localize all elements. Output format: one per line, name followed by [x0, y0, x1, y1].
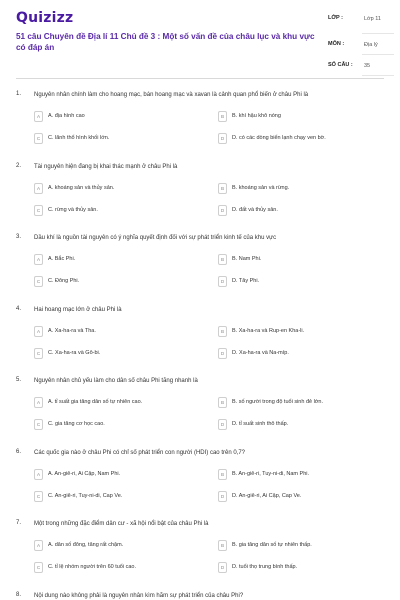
option-letter-badge: B [218, 326, 227, 337]
question-text: Các quốc gia nào ở châu Phi có chỉ số phát triển con người (HDI) cao trên 0,7? [34, 449, 245, 456]
option-letter-badge: B [218, 111, 227, 122]
option-letter-badge: B [218, 397, 227, 408]
answer-option-d[interactable] [218, 348, 378, 359]
option-letter-badge: A [34, 397, 43, 408]
option-text: A. địa hình cao [48, 113, 85, 119]
option-text: D. tuổi thọ trung bình thấp. [232, 564, 298, 570]
option-text: D. Tây Phi. [232, 278, 260, 284]
option-letter-badge: B [218, 254, 227, 265]
question-number: 1. [16, 91, 22, 97]
question-text: Nội dung nào không phải là nguyên nhân kìm hãm sự phát triển của châu Phi? [34, 592, 244, 599]
option-letter-badge: A [34, 111, 43, 122]
question-text: Một trong những đặc điểm dân cư - xã hội nổi bật của châu Phi là [34, 521, 209, 527]
question-text: Hai hoang mạc lớn ở châu Phi là [34, 306, 122, 313]
worksheet-meta [328, 8, 394, 76]
option-text: D. An-giê-ri, Ai Cập, Cap Ve. [232, 492, 302, 499]
answer-option-a[interactable] [34, 254, 194, 265]
option-text: C. An-giê-ri, Tuy-ni-di, Cap Ve. [48, 492, 123, 499]
worksheet-title: 51 câu Chuyên đề Địa lí 11 Chủ đề 3 : Một số vấn đề của châu lục và khu vực có đáp án [16, 32, 315, 52]
question-number: 7. [16, 520, 22, 526]
option-text: D. có các dòng biển lạnh chạy ven bờ. [232, 135, 326, 141]
option-text: B. An-giê-ri, Tuy-ni-di, Nam Phi. [232, 470, 310, 477]
meta-class-label: LỚP : [328, 15, 343, 21]
option-text: D. Xa-ha-ra và Na-míp. [232, 349, 289, 356]
answer-option-b[interactable] [218, 183, 378, 194]
option-letter-badge: C [34, 133, 43, 144]
option-text: D. đất và thủy sản. [232, 206, 278, 213]
option-text: B. khí hậu khô nóng [232, 113, 281, 119]
meta-count-value: 35 [364, 63, 371, 69]
answer-option-d[interactable] [218, 562, 378, 573]
option-text: A. dân số đông, tăng rất chậm. [48, 542, 124, 548]
meta-count [328, 55, 394, 76]
option-text: A. An-giê-ri, Ai Cập, Nam Phi. [48, 470, 121, 477]
quizizz-logo: Quizizz [16, 10, 74, 26]
answer-option-a[interactable] [34, 469, 194, 480]
option-text: C. Xa-ha-ra và Gô-bi. [48, 349, 101, 356]
option-text: A. khoáng sản và thủy sản. [48, 184, 115, 191]
answer-option-b[interactable] [218, 254, 378, 265]
answer-option-c[interactable] [34, 562, 194, 573]
option-text: B. gia tăng dân số tự nhiên thấp. [232, 542, 312, 548]
option-letter-badge: A [34, 326, 43, 337]
answer-option-c[interactable] [34, 276, 194, 287]
meta-subject [328, 34, 394, 55]
answer-option-c[interactable] [34, 133, 194, 144]
answer-option-a[interactable] [34, 326, 194, 337]
option-letter-badge: C [34, 419, 43, 430]
option-text: B. khoáng sản và rừng. [232, 184, 290, 191]
answer-option-d[interactable] [218, 491, 378, 502]
question-number: 2. [16, 162, 22, 169]
meta-subject-label: MÔN : [328, 41, 345, 47]
option-letter-badge: B [218, 540, 227, 551]
question-text: Nguyên nhân chính làm cho hoang mạc, bán hoang mạc và xavan là cảnh quan phổ biến ở châu Phi là [34, 92, 309, 98]
question-number: 3. [16, 234, 22, 240]
option-letter-badge: D [218, 562, 227, 573]
meta-class-value: Lớp 11 [364, 16, 381, 22]
option-letter-badge: A [34, 254, 43, 265]
answer-option-b[interactable] [218, 326, 378, 337]
option-letter-badge: B [218, 183, 227, 194]
option-text: A. Xa-ha-ra và Tha. [48, 327, 96, 334]
question-text: Dầu khí là nguồn tài nguyên có ý nghĩa quyết định đối với sự phát triển kinh tế của khu vực [34, 235, 277, 241]
option-text: C. lãnh thổ hình khối lớn. [48, 135, 110, 141]
answer-option-c[interactable] [34, 419, 194, 430]
answer-option-d[interactable] [218, 133, 378, 144]
option-text: C. tỉ lệ nhóm người trên 60 tuổi cao. [48, 564, 136, 570]
question-number: 5. [16, 377, 22, 383]
option-letter-badge: D [218, 419, 227, 430]
option-text: C. Đông Phi. [48, 278, 80, 284]
answer-option-c[interactable] [34, 205, 194, 216]
answer-option-a[interactable] [34, 397, 194, 408]
option-letter-badge: C [34, 348, 43, 359]
option-letter-badge: C [34, 205, 43, 216]
option-letter-badge: C [34, 562, 43, 573]
option-text: B. Nam Phi. [232, 256, 262, 262]
option-letter-badge: D [218, 276, 227, 287]
option-letter-badge: C [34, 276, 43, 287]
answer-option-c[interactable] [34, 491, 194, 502]
option-letter-badge: A [34, 469, 43, 480]
option-text: A. Bắc Phi. [48, 256, 76, 262]
option-letter-badge: A [34, 540, 43, 551]
option-letter-badge: D [218, 205, 227, 216]
option-letter-badge: C [34, 491, 43, 502]
answer-option-a[interactable] [34, 183, 194, 194]
header-divider [16, 78, 384, 79]
answer-option-b[interactable] [218, 111, 378, 122]
answer-option-d[interactable] [218, 276, 378, 287]
option-text: B. Xa-ha-ra và Rup-en Kha-li. [232, 327, 305, 334]
question-text: Tài nguyên hiện đang bị khai thác mạnh ở châu Phi là [34, 163, 178, 170]
option-letter-badge: D [218, 133, 227, 144]
question-number: 4. [16, 305, 22, 312]
answer-option-a[interactable] [34, 540, 194, 551]
answer-option-b[interactable] [218, 397, 378, 408]
option-letter-badge: D [218, 491, 227, 502]
question-number: 8. [16, 591, 22, 598]
option-letter-badge: B [218, 469, 227, 480]
answer-option-d[interactable] [218, 205, 378, 216]
answer-option-d[interactable] [218, 419, 378, 430]
answer-option-b[interactable] [218, 469, 378, 480]
option-text: C. rừng và thủy sản. [48, 206, 98, 213]
option-text: D. tỉ suất sinh thô thấp. [232, 421, 289, 427]
meta-divider [362, 75, 394, 76]
meta-count-label: SỐ CÂU : [328, 62, 353, 68]
question-text: Nguyên nhân chủ yếu làm cho dân số châu Phi tăng nhanh là [34, 378, 198, 384]
question-number: 6. [16, 448, 22, 455]
option-text: A. tỉ suất gia tăng dân số tự nhiên cao. [48, 399, 143, 405]
answer-option-a[interactable] [34, 111, 194, 122]
answer-option-c[interactable] [34, 348, 194, 359]
option-text: C. gia tăng cơ học cao. [48, 421, 105, 427]
worksheet-header [0, 0, 400, 74]
meta-subject-value: Địa lý [364, 42, 378, 48]
option-text: B. số người trong độ tuổi sinh đẻ lớn. [232, 399, 324, 405]
meta-class [328, 8, 394, 34]
option-letter-badge: A [34, 183, 43, 194]
answer-option-b[interactable] [218, 540, 378, 551]
option-letter-badge: D [218, 348, 227, 359]
